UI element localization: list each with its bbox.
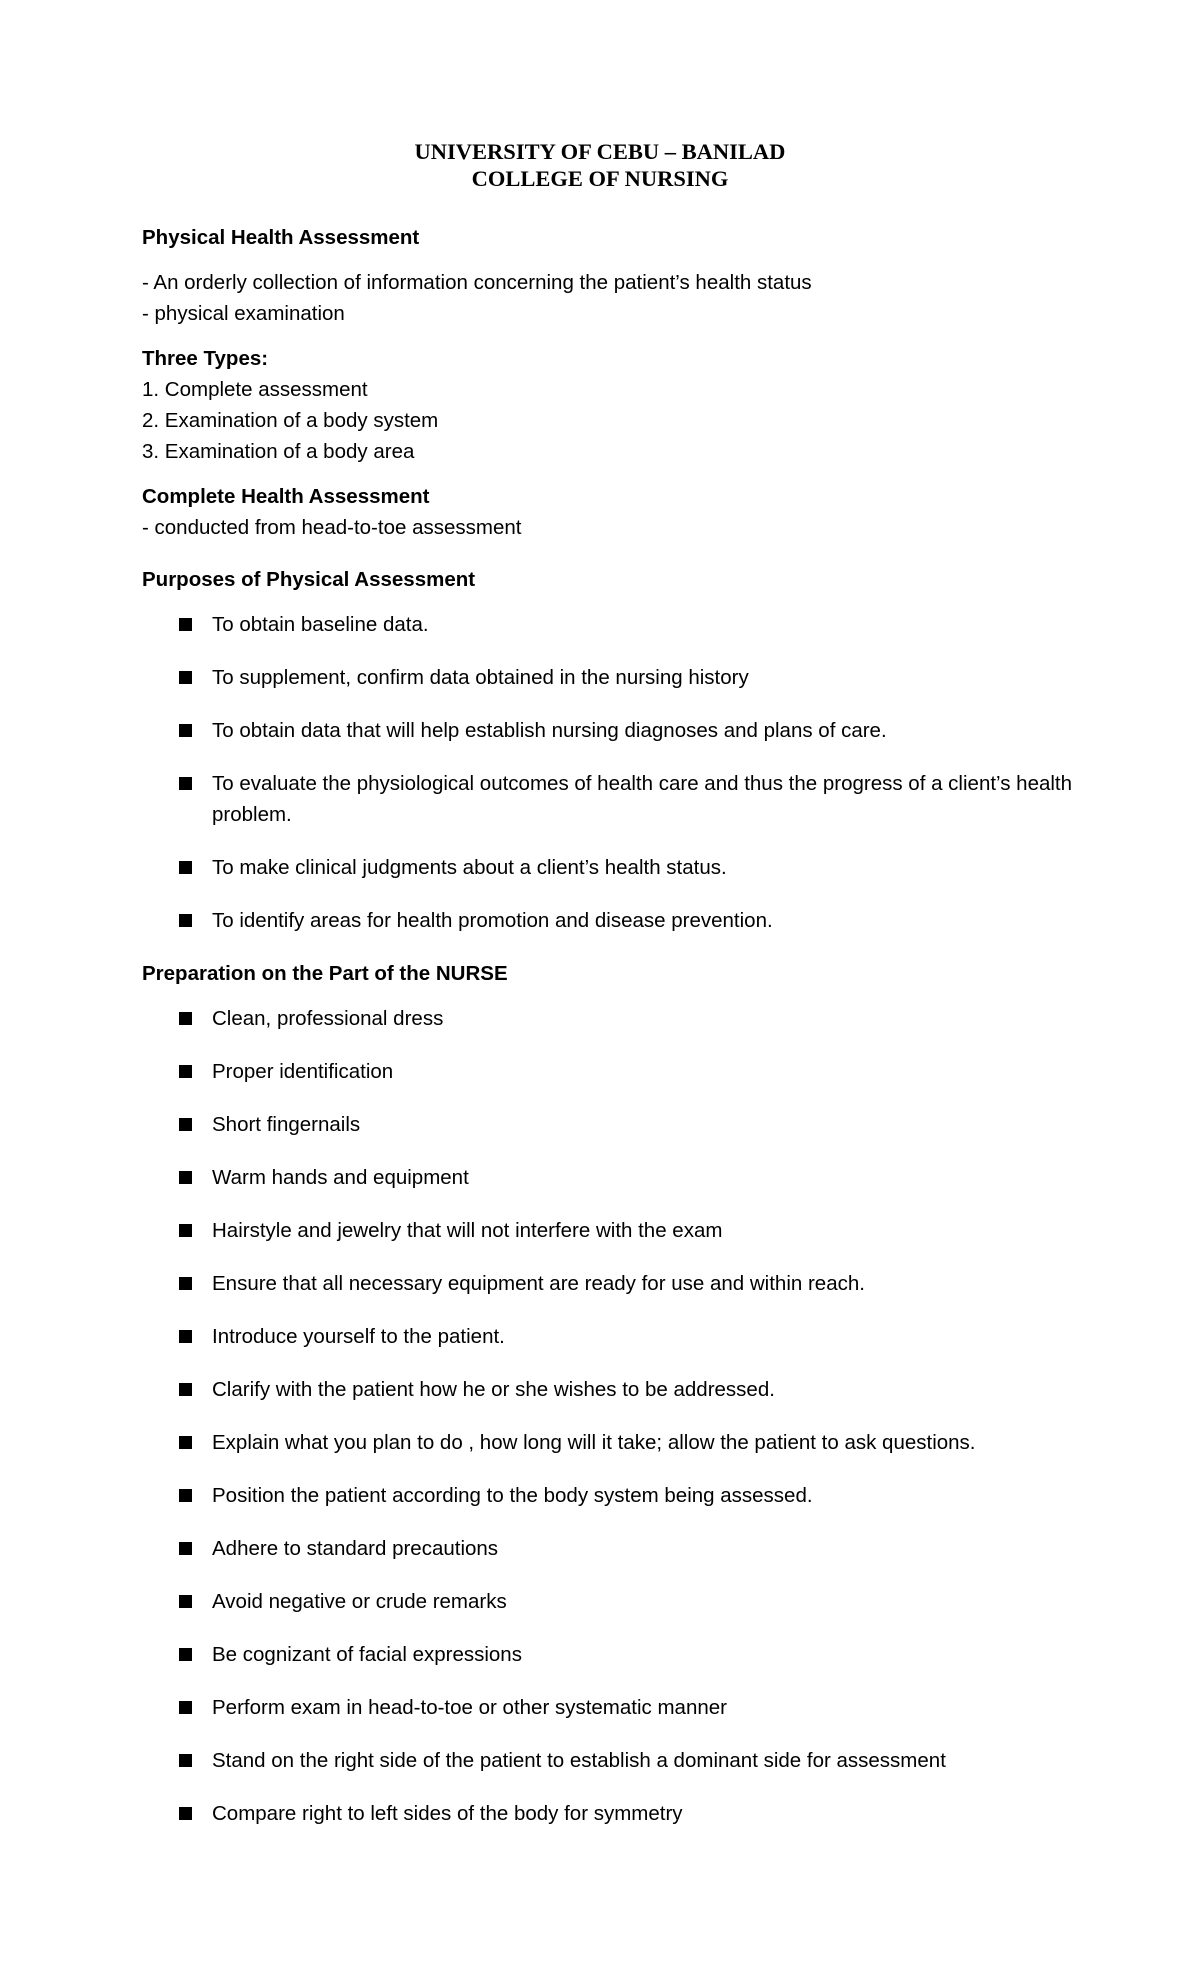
bullet-square-icon [179,1224,192,1237]
list-item: To supplement, confirm data obtained in the nursing history [142,662,1082,693]
bullet-square-icon [179,1065,192,1078]
list-item: Compare right to left sides of the body for symmetry [142,1798,1082,1829]
list-item: Clarify with the patient how he or she wishes to be addressed. [142,1374,1082,1405]
list-item: Hairstyle and jewelry that will not interfere with the exam [142,1215,1082,1246]
list-item: Stand on the right side of the patient to establish a dominant side for assessment [142,1745,1082,1776]
bullet-square-icon [179,1171,192,1184]
bullet-square-icon [179,914,192,927]
bullet-square-icon [179,861,192,874]
university-name: UNIVERSITY OF CEBU – BANILAD [414,139,786,164]
section-preparation [142,958,1082,1829]
document-body [142,222,1082,1851]
definition-line: - An orderly collection of information concerning the patient’s health status [142,271,812,294]
definition-line: - conducted from head-to-toe assessment [142,516,522,539]
list-item: 1. Complete assessment [142,378,368,401]
bullet-square-icon [179,1648,192,1661]
bullet-square-icon [179,671,192,684]
preparation-list [142,1003,1082,1829]
bullet-square-icon [179,1595,192,1608]
list-item: Clean, professional dress [142,1003,1082,1034]
college-name: COLLEGE OF NURSING [471,166,729,191]
bullet-square-icon [179,1330,192,1343]
bullet-square-icon [179,1807,192,1820]
section-physical-health-assessment [142,222,1082,329]
section-purposes [142,564,1082,936]
section-heading: Three Types: [142,347,269,370]
list-item: 3. Examination of a body area [142,440,415,463]
bullet-square-icon [179,1277,192,1290]
bullet-square-icon [179,1542,192,1555]
list-item: Introduce yourself to the patient. [142,1321,1082,1352]
section-heading: Purposes of Physical Assessment [142,568,476,591]
list-item: To obtain data that will help establish nursing diagnoses and plans of care. [142,715,1082,746]
document-header [0,138,1200,192]
list-item: 2. Examination of a body system [142,409,439,432]
purposes-list [142,609,1082,936]
section-three-types [142,343,1082,467]
bullet-square-icon [179,618,192,631]
list-item: Perform exam in head-to-toe or other systematic manner [142,1692,1082,1723]
section-heading: Preparation on the Part of the NURSE [142,962,508,985]
section-heading: Complete Health Assessment [142,485,430,508]
bullet-square-icon [179,1012,192,1025]
list-item: To obtain baseline data. [142,609,1082,640]
bullet-square-icon [179,1436,192,1449]
list-item: Warm hands and equipment [142,1162,1082,1193]
bullet-square-icon [179,1701,192,1714]
list-item: Ensure that all necessary equipment are ready for use and within reach. [142,1268,1082,1299]
list-item: Position the patient according to the body system being assessed. [142,1480,1082,1511]
list-item: Adhere to standard precautions [142,1533,1082,1564]
list-item: To identify areas for health promotion and disease prevention. [142,905,1082,936]
bullet-square-icon [179,724,192,737]
list-item: Short fingernails [142,1109,1082,1140]
list-item: To make clinical judgments about a client’s health status. [142,852,1082,883]
bullet-square-icon [179,1118,192,1131]
list-item: To evaluate the physiological outcomes of health care and thus the progress of a client’s health problem. [142,768,1082,830]
list-item: Be cognizant of facial expressions [142,1639,1082,1670]
list-item: Avoid negative or crude remarks [142,1586,1082,1617]
list-item: Proper identification [142,1056,1082,1087]
bullet-square-icon [179,1754,192,1767]
list-item: Explain what you plan to do , how long will it take; allow the patient to ask questions. [142,1427,1082,1458]
section-complete-health-assessment [142,481,1082,543]
bullet-square-icon [179,1489,192,1502]
definition-line: - physical examination [142,302,345,325]
bullet-square-icon [179,1383,192,1396]
bullet-square-icon [179,777,192,790]
section-heading: Physical Health Assessment [142,226,420,249]
